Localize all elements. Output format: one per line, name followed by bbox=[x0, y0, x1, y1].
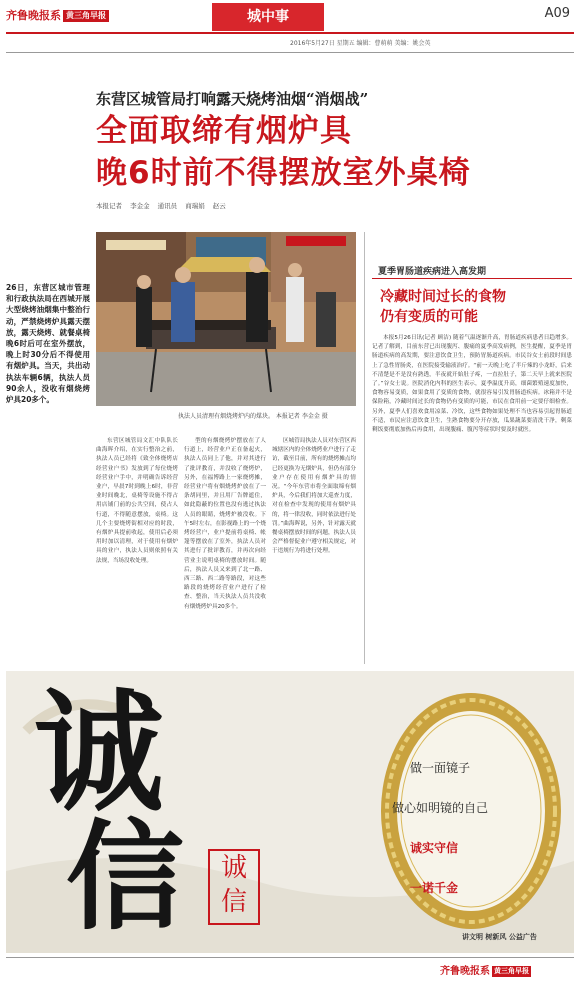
header-divider bbox=[6, 52, 574, 53]
section-title: 城中事 bbox=[212, 3, 324, 31]
ad-red-seal: 诚信 bbox=[208, 849, 260, 925]
sub-headline-line-2: 仍有变质的可能 bbox=[380, 309, 478, 325]
footer-edition-tag: 黄三角早报 bbox=[494, 966, 529, 975]
footer-paper-name: 齐鲁晚报 bbox=[440, 966, 480, 977]
ad-slogan-3: 诚实守信 bbox=[410, 841, 459, 855]
ad-footer-label: 讲文明 树新风 公益广告 bbox=[462, 933, 537, 941]
sub-article-body: 本报5月26日讯(记者 顾洁) 随着气温逐渐升高，胃肠道疾病患者日趋增多。记者了解到，目前东营已出现腹泻、腹痛的夏季高发病例，医生提醒，夏季是胃肠道疾病的高发期，要注意饮食卫生，预防胃肠道疾病。市民谷女士前段时间患上了急性胃肠炎，在医院接受输液治疗。“前一天晚上吃了半斤辣的小龙虾，后来不清楚是不是没有熟透，半夜就开始肚子疼，一直拉肚子，第二天早上就来医院了。”谷女士说。医院消化内科的医生表示，夏季温度升高，细菌繁殖速度加快，食物容易变质，如果食用了变质的食物，就很容易引发胃肠道疾病。冰箱并不是保险箱，冷藏时间过长的食物仍有变质的可能，市民在食用前一定要仔细检查。另外，夏季人们喜欢食用凉菜、冷饮，这些食物如果处理不当也容易引起胃肠道不适，市民应注意饮食卫生，生熟食物要分开存放，瓜果蔬菜要清洗干净，剩菜剩饭要彻底加热后再食用，出现腹痛、腹泻等症状时要及时就医。 bbox=[372, 335, 572, 434]
footer-series: 系 bbox=[480, 966, 490, 977]
headline-line-2: 晚6时前不得摆放室外桌椅 bbox=[96, 155, 471, 191]
article-byline: 本报记者 李金金 通讯员 商瑞娟 赵云 bbox=[96, 202, 226, 210]
sub-headline-line-1: 冷藏时间过长的食物 bbox=[380, 289, 506, 305]
news-photo bbox=[96, 232, 356, 406]
header-rule bbox=[6, 32, 574, 34]
sub-article-rule bbox=[372, 278, 572, 279]
ad-big-character-2: 信 bbox=[66, 807, 185, 946]
footer-logo bbox=[440, 962, 531, 977]
news-photo-illustration bbox=[96, 232, 356, 406]
sub-article-headline bbox=[380, 287, 506, 327]
headline-line-1: 全面取缔有烟炉具 bbox=[96, 113, 352, 149]
article-body-column-1: 东营区城管局文汇中队队长曲海晖介绍，在实行整治之前，执法人员已经将《致全体烧烤店经营业户书》发放到了每位烧烤经营业户手中，并明确告诉经营业户，早晨7时到晚上6时，非营业时间晚北，桌椅等设施不得占用店铺门前的公共空间，使占人行道，不得随意摆放，桌椅。这几个主要烧烤街相对应的时段，有烟炉具提前收起，使用后必须用时加以清理，对于使用有烟炉具的业户，执法人员则依照有关法规，当场没收处理。 bbox=[96, 438, 178, 564]
photo-caption: 执法人员清理有烟烧烤炉内的煤块。 本报记者 李金金 摄 bbox=[178, 413, 328, 420]
page-number: A09 bbox=[544, 6, 570, 21]
paper-name: 齐鲁晚报 bbox=[6, 9, 50, 22]
footer-rule bbox=[6, 957, 574, 958]
article-body-column-3: 区城管局执法人员对东营区西城辖区内的全体烧烤业户进行了走访，截至目前，所有的烧烤摊点均已经更换为无烟炉具，但仍有部分业户存在使用有烟炉具的情况。“今年东营市将全面取缔有烟炉具，今后我们将加大巡查力度，对在检查中发现的使用有烟炉具的，将一律没收，同时依法进行处罚。”曲海晖说，另外，针对露天就餐桌椅摆放时间的问题，执法人员会严格督促业户遵守相关规定，对于违规行为将进行处理。 bbox=[272, 438, 357, 555]
sub-article-kicker: 夏季胃肠道疾病进入高发期 bbox=[378, 267, 487, 277]
column-divider bbox=[364, 232, 365, 664]
article-headline bbox=[96, 110, 471, 194]
article-summary: 26日，东营区城市管理和行政执法局在西城开展大型烧烤油烟集中整治行动，严禁烧烤炉具露天摆放，露天烧烤、就餐桌椅晚6时后可在室外摆放，晚上时30分后不得使用有烟炉具。当天，共出动执法车辆6辆，执法人员90余人，没收有烟烧烤炉具20多个。 bbox=[6, 283, 90, 405]
ad-slogan-2: 做心如明镜的自己 bbox=[392, 801, 489, 815]
edition-tag: 黄三角早报 bbox=[63, 10, 109, 22]
article-kicker: 东营区城管局打响露天烧烤油烟“消烟战” bbox=[96, 90, 369, 108]
series-label: 系 bbox=[50, 9, 61, 22]
public-service-ad bbox=[6, 671, 574, 953]
article-body-column-2: 型的有烟烧烤炉摆放在了人行道上，经营业户正在备起火，执法人员同上了他，并对其进行了批评教育，并没收了烧烤炉，另外，在福博路上一家烧烤摊，经营业户将有烟烧烤炉放在了一条胡同里，并且用厂告牌遮住，如此隐蔽的位置也没有逃过执法人员的眼睛，烧烤炉被没收。下午5时左右，在影视路上的一个烧烤经营户，业户提前将桌椅、帐篷等摆放在了室外，执法人员对其进行了批评教育，并再次向经营业主说明桌椅的摆放时间。随后，执法人员又来到了北一路、西三路、西二路等路段，对这些路段的烧烤经营业户进行了检查、整治，当天执法人员共没收有烟烧烤炉具20多个。 bbox=[184, 438, 266, 610]
ad-slogan-4: 一诺千金 bbox=[410, 881, 459, 895]
dateline: 2016年5月27日 星期五 编辑：曹萌萌 美编：姚会英 bbox=[290, 40, 431, 47]
masthead-logo bbox=[6, 7, 109, 23]
ad-big-character-1: 诚 bbox=[34, 676, 165, 829]
ad-slogan-1: 做一面镜子 bbox=[410, 761, 471, 775]
